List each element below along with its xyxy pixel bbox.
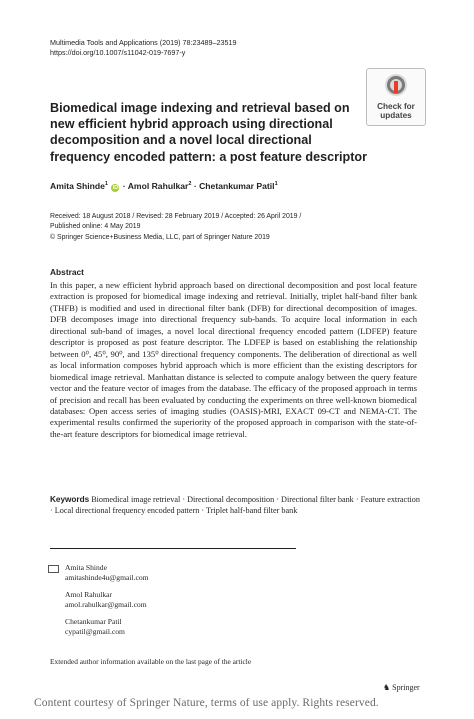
badge-line2: updates [380,111,412,120]
section-divider [50,548,296,549]
contact-email[interactable]: amitashinde4u@gmail.com [65,573,149,582]
dates-line: Published online: 4 May 2019 [50,223,141,231]
springer-logo [383,683,420,692]
contact-name: Chetankumar Patil [65,617,122,626]
author-separator: · [193,181,197,191]
paper-title: Biomedical image indexing and retrieval based on new efficient hybrid approach using directional decomposition and a novel local directional frequency encoded pattern: a post feature descriptor [50,101,368,164]
affiliation-mark: 1 [274,181,278,188]
publisher-name: Springer [392,683,420,692]
contact-email[interactable]: amol.rahulkar@gmail.com [65,600,147,609]
author-list [50,181,278,192]
keywords-text: Biomedical image retrieval · Directional decomposition · Directional filter bank · Feature extraction · Local directional frequency encoded pattern · Triplet half-band filter bank [50,495,420,516]
author-name: Amol Rahulkar [127,181,189,191]
check-for-updates-badge[interactable] [366,68,426,126]
badge-line1: Check for [377,102,415,111]
horse-icon: ♞ [383,683,391,692]
keywords-heading: Keywords [50,495,90,504]
abstract-heading: Abstract [50,267,84,277]
author-contacts [50,563,149,644]
doi-link[interactable]: https://doi.org/10.1007/s11042-019-7697-y [50,48,186,57]
journal-citation: Multimedia Tools and Applications (2019) 78:23489–23519 [50,38,237,47]
contact-name: Amol Rahulkar [65,590,113,599]
author-separator: · [122,181,126,191]
contact-email[interactable]: cypatil@gmail.com [65,627,125,636]
contact-name: Amita Shinde [65,563,107,572]
copyright-line: © Springer Science+Business Media, LLC, part of Springer Nature 2019 [50,233,270,241]
extended-info-note: Extended author information available on the last page of the article [50,657,252,666]
publication-dates [50,212,301,243]
crossmark-icon [384,73,408,97]
contact-entry [65,590,149,610]
rights-footer: Content courtesy of Springer Nature, terms of use apply. Rights reserved. [34,697,379,709]
author-name: Amita Shinde [50,181,105,191]
orcid-icon[interactable]: iD [112,185,119,191]
contact-entry [65,617,149,637]
dates-line: Received: 18 August 2018 / Revised: 28 February 2019 / Accepted: 26 April 2019 / [50,213,302,220]
contact-entry [65,563,149,583]
affiliation-mark: 1 [104,181,108,188]
affiliation-mark: 2 [188,181,192,188]
envelope-icon [48,565,59,573]
journal-header [50,38,236,58]
abstract-text: In this paper, a new efficient hybrid approach based on directional decomposition and post local feature extraction is proposed for biomedical image indexing and retrieval. Initially, triplet half-band filter bank (THFB) is modified and used in directional filter bank (DFB) for directional decomposition of images. DFB decomposes image into directional frequency sub-bands. To acquire local information in each directional sub-band of images, a novel local directional frequency encoded pattern (LDFEP) feature descriptor is proposed as post feature descriptor. The LDFEP is based on establishing the relationship between 0⁰, 45⁰, 90⁰, and 135⁰ directional frequency components. The deliberation of directional as well as local information composes hybrid approach which is more efficient than the existing descriptors for biomedical image retrieval. Manhattan distance is selected to compute analogy between the query feature vector and the feature vector of images from the database. The efficacy of the proposed approach in terms of precision and recall has been evaluated by conducting the experiments on three well-known biomedical databases: Open access series of imaging studies (OASIS)-MRI, EXACT 09-CT and NEMA-CT. The experimental results confirmed the superiority of the proposed approach in comparison with the state-of-the-art feature descriptors for biomedical image retrieval. [50,280,417,439]
author-name: Chetankumar Patil [199,181,275,191]
keywords-section [50,494,420,517]
